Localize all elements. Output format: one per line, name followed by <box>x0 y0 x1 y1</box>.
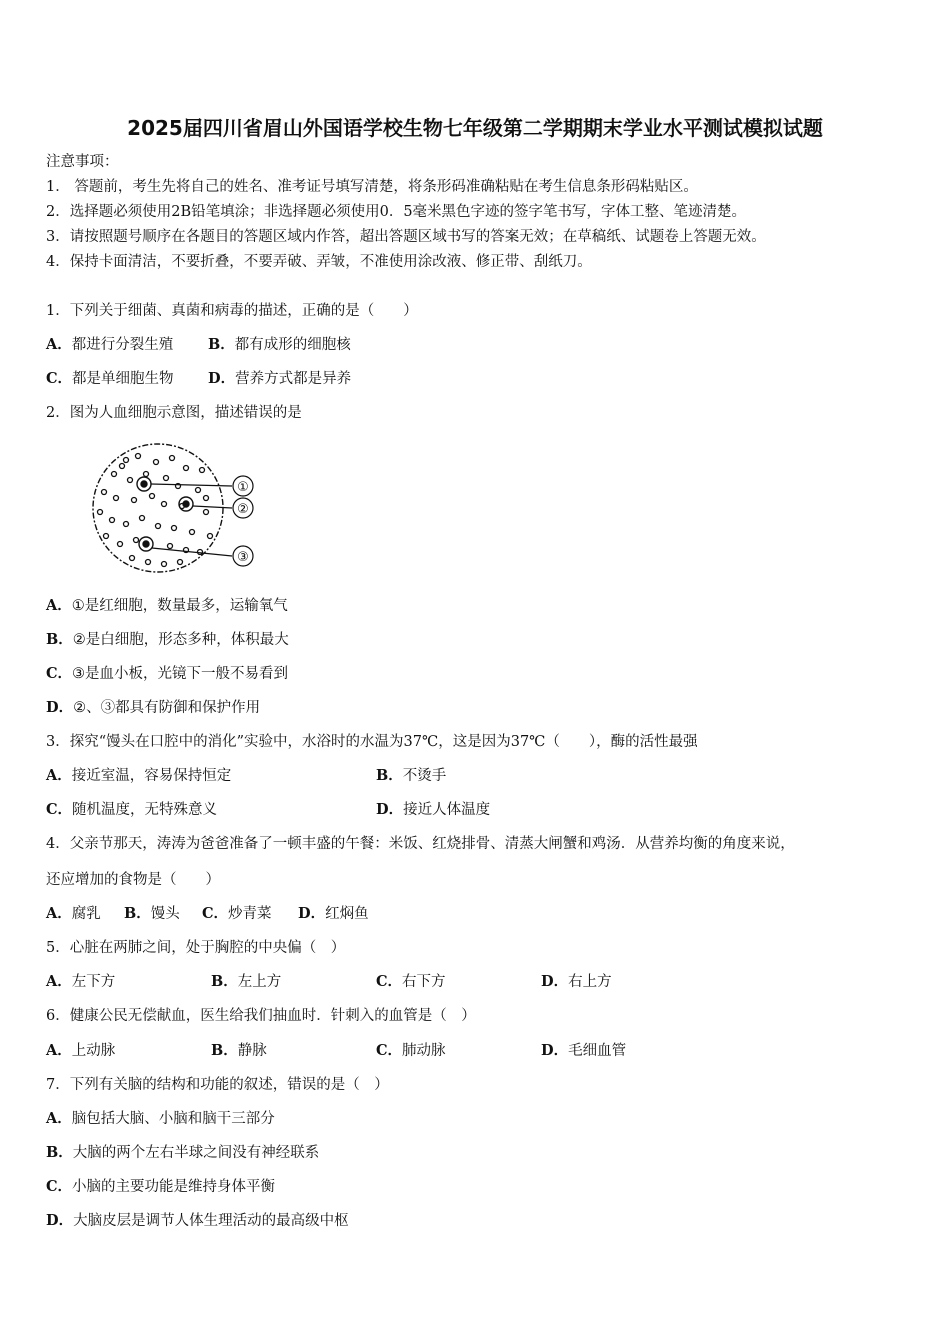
question-2-option-b: B．②是白细胞，形态多种，体积最大 <box>46 631 289 648</box>
question-4-option-d: D．红焖鱼 <box>298 905 369 922</box>
question-6-stem: 6．健康公民无偿献血，医生给我们抽血时．针刺入的血管是（ ） <box>46 1008 476 1024</box>
notice-heading: 注意事项： <box>46 154 119 170</box>
question-4-option-a: A．腐乳 <box>46 905 101 922</box>
question-3-option-a: A．接近室温，容易保持恒定 <box>46 767 232 784</box>
notice-item: 1． 答题前，考生先将自己的姓名、准考证号填写清楚，将条形码准确粘贴在考生信息条形码粘贴区。 <box>46 179 698 195</box>
question-2-option-d: D．②、③都具有防御和保护作用 <box>46 699 261 716</box>
question-3-option-d: D．接近人体温度 <box>376 801 491 818</box>
question-6-option-d: D．毛细血管 <box>541 1042 627 1059</box>
question-7-option-a: A．脑包括大脑、小脑和脑干三部分 <box>46 1110 275 1127</box>
question-1-option-a: A．都进行分裂生殖 <box>46 336 174 353</box>
white-blood-cells <box>137 477 193 551</box>
question-3-option-c: C．随机温度，无特殊意义 <box>46 801 218 818</box>
question-2-option-c: C．③是血小板，光镜下一般不易看到 <box>46 665 289 682</box>
diagram-label-2: ② <box>237 502 249 517</box>
question-2-stem: 2．图为人血细胞示意图，描述错误的是 <box>46 405 302 421</box>
question-3-option-b: B．不烫手 <box>376 767 447 784</box>
question-6-option-b: B．静脉 <box>211 1042 267 1059</box>
question-4-stem-continued: 还应增加的食物是（ ） <box>46 872 220 888</box>
question-7-option-b: B．大脑的两个左右半球之间没有神经联系 <box>46 1144 320 1161</box>
notice-item: 2．选择题必须使用2B铅笔填涂；非选择题必须使用0．5毫米黑色字迹的签字笔书写，字体工整、笔迹清楚。 <box>46 204 747 220</box>
red-blood-cells <box>98 454 213 567</box>
page-title: 2025届四川省眉山外国语学校生物七年级第二学期期末学业水平测试模拟试题 <box>127 116 823 140</box>
question-1-option-c: C．都是单细胞生物 <box>46 370 174 387</box>
question-6-option-c: C．肺动脉 <box>376 1042 446 1059</box>
question-5-option-d: D．右上方 <box>541 973 612 990</box>
question-5-option-b: B．左上方 <box>211 973 282 990</box>
question-4-stem: 4．父亲节那天，涛涛为爸爸准备了一顿丰盛的午餐：米饭、红烧排骨、清蒸大闸蟹和鸡汤．从营养均衡的角度来说， <box>46 836 795 852</box>
question-5-option-a: A．左下方 <box>46 973 116 990</box>
question-1-option-b: B．都有成形的细胞核 <box>208 336 351 353</box>
question-2-option-a: A．①是红细胞，数量最多，运输氧气 <box>46 597 288 614</box>
question-6-option-a: A．上动脉 <box>46 1042 116 1059</box>
diagram-label-1: ① <box>237 480 249 495</box>
question-1-stem: 1．下列关于细菌、真菌和病毒的描述，正确的是（ ） <box>46 303 418 319</box>
question-3-stem: 3．探究“馒头在口腔中的消化”实验中，水浴时的水温为37℃，这是因为37℃（ ），酶的活性最强 <box>46 734 698 750</box>
notice-item: 4．保持卡面清洁，不要折叠，不要弄破、弄皱，不准使用涂改液、修正带、刮纸刀。 <box>46 254 592 270</box>
question-7-option-d: D．大脑皮层是调节人体生理活动的最高级中枢 <box>46 1212 349 1229</box>
question-1-option-d: D．营养方式都是异养 <box>208 370 352 387</box>
question-7-option-c: C．小脑的主要功能是维持身体平衡 <box>46 1178 276 1195</box>
question-5-option-c: C．右下方 <box>376 973 446 990</box>
pointer-lines <box>151 484 232 556</box>
diagram-label-3: ③ <box>237 550 249 565</box>
blood-cell-diagram <box>86 440 266 580</box>
question-5-stem: 5．心脏在两肺之间，处于胸腔的中央偏（ ） <box>46 940 346 956</box>
question-4-option-c: C．炒青菜 <box>202 905 272 922</box>
notice-item: 3．请按照题号顺序在各题目的答题区域内作答，超出答题区域书写的答案无效；在草稿纸、试题卷上答题无效。 <box>46 229 766 245</box>
question-7-stem: 7．下列有关脑的结构和功能的叙述，错误的是（ ） <box>46 1077 389 1093</box>
question-4-option-b: B．馒头 <box>124 905 180 922</box>
